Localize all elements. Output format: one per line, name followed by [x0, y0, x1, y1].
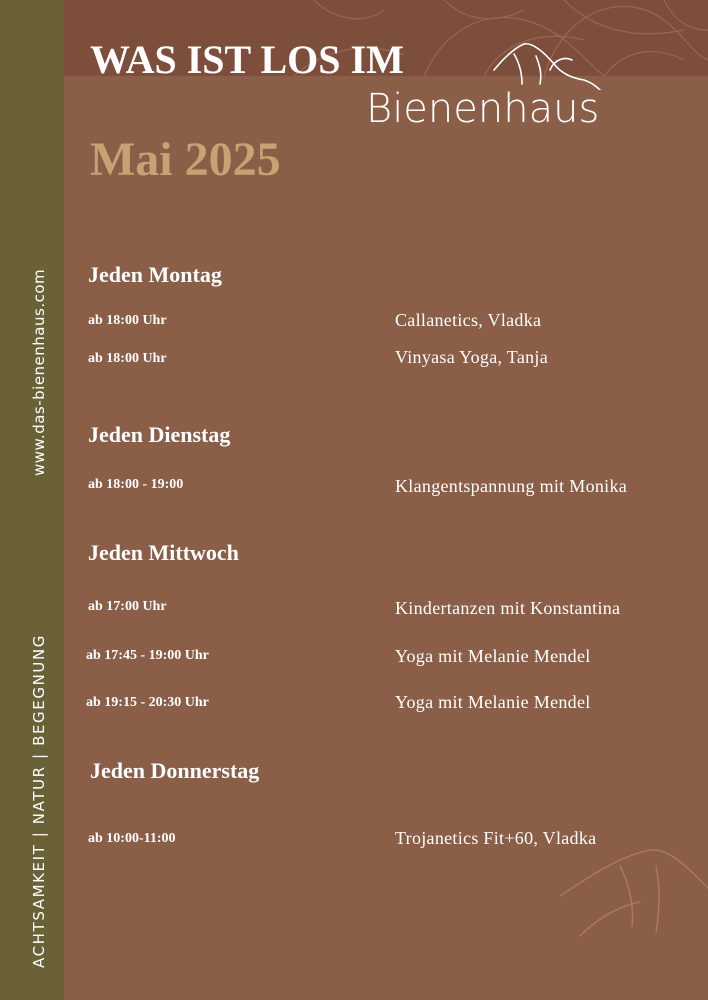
time-label: ab 10:00-11:00	[88, 831, 176, 846]
time-label: ab 17:00 Uhr	[88, 599, 167, 614]
event-label: Callanetics, Vladka	[395, 310, 542, 330]
brand-name: Bienenhaus	[366, 86, 600, 132]
day-heading-donnerstag: Jeden Donnerstag	[90, 758, 260, 783]
event-label: Yoga mit Melanie Mendel	[395, 692, 591, 712]
month-heading: Mai 2025	[90, 133, 281, 186]
event-label: Klangentspannung mit Monika	[395, 476, 628, 496]
day-heading-mittwoch: Jeden Mittwoch	[88, 540, 239, 565]
day-heading-dienstag: Jeden Dienstag	[88, 422, 231, 447]
event-label: Yoga mit Melanie Mendel	[395, 646, 591, 666]
time-label: ab 19:15 - 20:30 Uhr	[86, 695, 209, 710]
tagline: ACHTSAMKEIT | NATUR | BEGEGNUNG	[30, 633, 48, 968]
event-label: Trojanetics Fit+60, Vladka	[395, 828, 597, 848]
page-title: WAS IST LOS IM	[90, 37, 404, 82]
event-label: Kindertanzen mit Konstantina	[395, 598, 621, 618]
time-label: ab 17:45 - 19:00 Uhr	[86, 648, 209, 663]
time-label: ab 18:00 Uhr	[88, 351, 167, 366]
sidebar	[0, 0, 64, 1000]
time-label: ab 18:00 - 19:00	[88, 477, 184, 492]
time-label: ab 18:00 Uhr	[88, 313, 167, 328]
day-heading-montag: Jeden Montag	[88, 262, 222, 287]
roof-outline-icon	[560, 836, 708, 946]
event-label: Vinyasa Yoga, Tanja	[395, 347, 549, 367]
website-link[interactable]: www.das-bienenhaus.com	[30, 268, 48, 476]
bienenhaus-roof-icon	[492, 40, 602, 90]
